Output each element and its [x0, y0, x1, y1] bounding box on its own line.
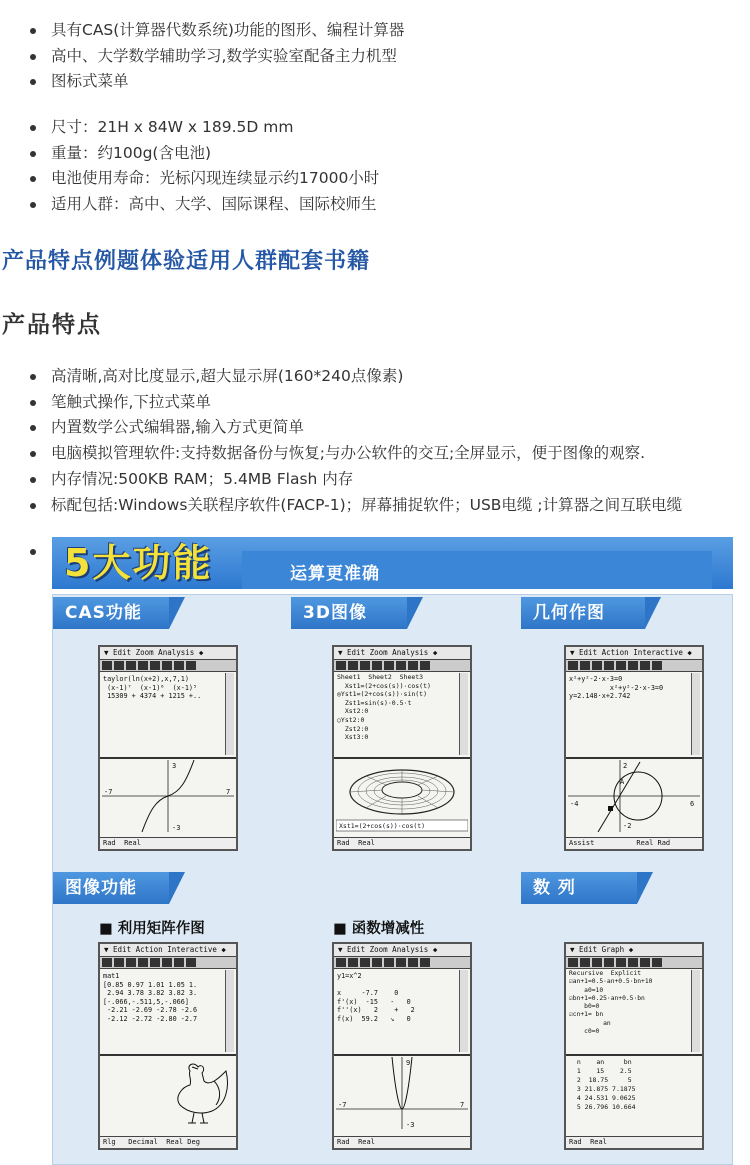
menu-bar: ▼ Edit Action Interactive ◆: [566, 647, 702, 660]
banner-header: [52, 537, 733, 589]
graph-3d-torus: [336, 760, 468, 832]
banner-panel: [52, 594, 733, 1165]
screen-text: taylor(ln(x+2),x,7,1) (x-1)⁷ (x-1)⁶ (x-1)⁵ 15309 + 4374 + 1215 +..: [103, 675, 202, 701]
graph-label: -3: [172, 824, 181, 832]
status-bar: Rad Real: [100, 837, 238, 849]
section-title: 产品特点: [2, 312, 102, 338]
scrollbar: [691, 673, 700, 755]
calc-screen-matrix: [98, 942, 238, 1150]
menu-bar: ▼ Edit Zoom Analysis ◆: [334, 944, 470, 957]
scrollbar: [459, 673, 468, 755]
list-item: 电池使用寿命：光标闪现连续显示约17000小时: [30, 166, 379, 192]
scrollbar: [225, 970, 234, 1052]
list-item: 内存情况:500KB RAM；5.4MB Flash 内存: [30, 467, 682, 493]
list-item: 图标式菜单: [30, 69, 404, 95]
screen-text: [569, 970, 691, 1050]
divider: [566, 757, 702, 759]
toolbar: [100, 957, 236, 969]
five-functions-banner: [52, 537, 733, 1165]
list-item: 具有CAS(计算器代数系统)功能的图形、编程计算器: [30, 18, 404, 44]
sequence-table: n an bn 1 15 2.5 2 18.75 5 3 21.875 7.1875 4 24.531 9.0625 5 26.796 10.664: [576, 1058, 636, 1111]
divider: [334, 1054, 470, 1056]
menu-bar: ▼ Edit Action Interactive ◆: [100, 944, 236, 957]
toolbar: [566, 660, 702, 672]
graph-label: -4: [570, 800, 579, 808]
calc-screen-sequence: [564, 942, 704, 1150]
tab-sequence: 数 列: [521, 872, 637, 904]
features-list: [30, 364, 682, 518]
divider: [334, 757, 470, 759]
list-item: 电脑模拟管理软件:支持数据备份与恢复;与办公软件的交互;全屏显示，便于图像的观察.: [30, 441, 682, 467]
subhead-matrix: ■ 利用矩阵作图: [99, 921, 205, 937]
formula-bar: Xst1=(2+cos(s))·cos(t): [339, 822, 426, 830]
scrollbar: [225, 673, 234, 755]
status-bar: Rad Real: [566, 1136, 704, 1148]
sheet-tabs: Sheet1 Sheet2 Sheet3: [337, 673, 424, 681]
status-bar: Assist Real Rad: [566, 837, 704, 849]
recursion-formulas: ☑an+1=0.5·an+0.5·bn+10 a0=10 ☑bn+1=0.25·an+0.5·bn b0=0 ☑cn+1= bn an c0=0: [569, 978, 653, 1036]
graph-label: 7: [226, 788, 231, 796]
graph-label: 6: [690, 800, 695, 808]
specs-mid-list: [30, 115, 379, 218]
graph-label: 2: [623, 762, 628, 770]
toolbar: [100, 660, 236, 672]
list-item: 尺寸：21H x 84W x 189.5D mm: [30, 115, 379, 141]
tab-graph: 图像功能: [53, 872, 169, 904]
banner-big-title: 5大功能: [64, 541, 213, 585]
list-item: 笔触式操作,下拉式菜单: [30, 390, 682, 416]
menu-bar: ▼ Edit Graph ◆: [566, 944, 702, 957]
list-item: 标配包括:Windows关联程序软件(FACP-1)；屏幕捕捉软件；USB电缆 ;计算器之间互联电缆: [30, 493, 682, 519]
graph-label: 7: [460, 1101, 465, 1109]
toolbar: [334, 957, 470, 969]
tab-geometry: 几何作图: [521, 597, 645, 629]
list-item: 内置数学公式编辑器,输入方式更简单: [30, 415, 682, 441]
graph-label: 3: [172, 762, 177, 770]
screen-text: mat1 [0.85 0.97 1.01 1.05 1. 2.94 3.78 3.82 3.82 3. [-.066,-.511,5,-.066] -2.21 -2.69 -2.78 -2.6 -2.12 -2.72 -2.80 -2.7: [103, 972, 198, 1023]
subhead-function: ■ 函数增减性: [333, 921, 425, 937]
nav-link-books[interactable]: 配套书籍: [278, 249, 371, 274]
calc-screen-function: [332, 942, 472, 1150]
bullet-dot: [30, 549, 36, 555]
nav-link-features[interactable]: 产品特点: [2, 249, 95, 274]
sequence-tabs: Recursive Explicit: [569, 970, 642, 977]
nav-link-examples[interactable]: 例题体验: [94, 249, 187, 274]
graph-label: -3: [406, 1121, 415, 1129]
toolbar: [334, 660, 470, 672]
graph-cas: [102, 760, 234, 832]
graph-label: -7: [104, 788, 113, 796]
list-item: 高清晰,高对比度显示,超大显示屏(160*240点像素): [30, 364, 682, 390]
tab-3d: 3D图像: [291, 597, 407, 629]
divider: [100, 757, 236, 759]
menu-bar: ▼ Edit Zoom Analysis ◆: [100, 647, 236, 660]
graph-label: -2: [623, 822, 632, 830]
screen-text: x²+y²-2·x-3=0 x²+y²-2·x-3=0 y=2.148·x+2.742: [569, 675, 664, 701]
list-item: 高中、大学数学辅助学习,数学实验室配备主力机型: [30, 44, 404, 70]
scrollbar: [691, 970, 700, 1052]
status-bar: Rad Real: [334, 1136, 472, 1148]
param-equations: Xst1=(2+cos(s))·cos(t) ◎Yst1=(2+cos(s))·sin(t) Zst1=sin(s)·0.5·t Xst2:0 ○Yst2:0 Zst2:0 Xst3:0: [337, 681, 431, 742]
status-bar: Rad Real: [334, 837, 472, 849]
product-nav: [2, 244, 370, 275]
status-bar: Rlg Decimal Real Deg: [100, 1136, 238, 1148]
scrollbar: [459, 970, 468, 1052]
banner-subtitle: 运算更准确: [290, 564, 380, 584]
calc-screen-cas: [98, 645, 238, 851]
graph-label: 9: [406, 1059, 411, 1067]
calc-screen-3d: [332, 645, 472, 851]
list-item: 重量：约100g(含电池): [30, 141, 379, 167]
screen-text: [337, 673, 459, 753]
calc-screen-geometry: [564, 645, 704, 851]
divider: [100, 1054, 236, 1056]
tab-cas: CAS功能: [53, 597, 169, 629]
list-item: 适用人群：高中、大学、国际课程、国际校师生: [30, 192, 379, 218]
graph-label: A: [620, 778, 625, 786]
divider: [566, 1054, 702, 1056]
toolbar: [566, 957, 702, 969]
nav-link-audience[interactable]: 适用人群: [186, 249, 279, 274]
graph-parabola: [336, 1057, 468, 1129]
graph-rooster: [102, 1057, 234, 1129]
specs-top-list: [30, 18, 404, 95]
menu-bar: ▼ Edit Zoom Analysis ◆: [334, 647, 470, 660]
screen-text: y1=x^2 x -7.7 0 f'(x) -15 - 0 f''(x) 2 + 2 f(x) 59.2 ↘ 0: [337, 972, 415, 1023]
graph-label: -7: [338, 1101, 347, 1109]
graph-geometry: [568, 760, 700, 832]
